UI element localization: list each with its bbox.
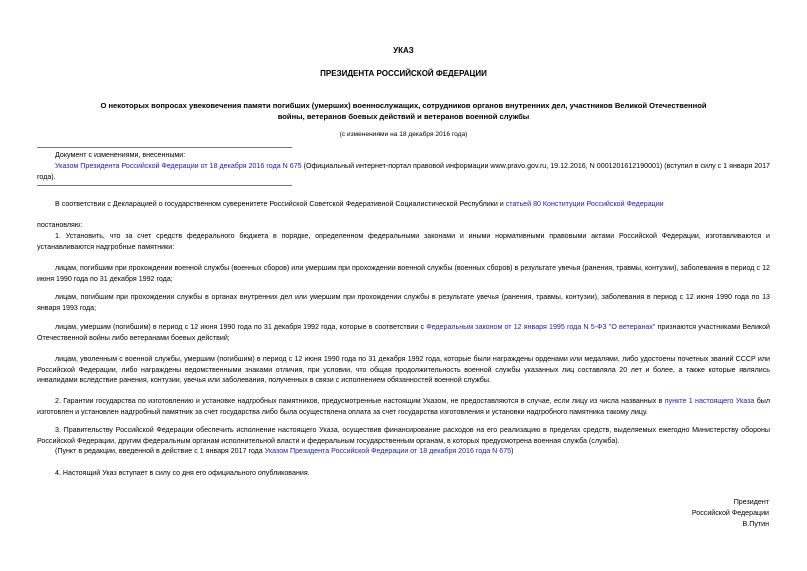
paragraph-3-note: (Пункт в редакции, введенной в действие с 1 января 2017 года Указом Президента Российской Федерации от 18 декабря 2016 года N 675) [55, 447, 514, 455]
signature-title: Президент [733, 498, 769, 506]
paragraph-2: 2. Гарантии государства по изготовлению и установке надгробных памятников, предусмотренные настоящим Указом, не предоставляются в случае, если лицу из числа названных в пункте 1 настоящего Указа был изготовлен и установлен надгробный памятник за счет государства либо была осуществлена оплата за счет государства изготовления и установки надгробного памятника такому лицу. [37, 397, 770, 416]
paragraph-1: 1. Установить, что за счет средств федерального бюджета в порядке, определенном федеральными законами и иными нормативными правовыми актами Российской Федерации, изготавливаются и устанавливаются надгробные памятники: [37, 232, 770, 251]
president-heading: ПРЕЗИДЕНТА РОССИЙСКОЙ ФЕДЕРАЦИИ [320, 69, 487, 78]
divider-top [37, 147, 292, 148]
paragraph-1a: лицам, погибшим при прохождении военной службы (военных сборов) или умершим при прохождении военной службы (военных сборов) в результате увечья (ранения, травмы, контузии), заболевания в период с 12 июня 1990 года по 31 декабря 1992 года; [37, 264, 770, 283]
decree-word: постановляю: [37, 221, 83, 229]
point-1-link[interactable]: пункте 1 настоящего Указа [664, 397, 755, 405]
paragraph-1c: лицам, умершим (погибшим) в период с 12 июня 1990 года по 31 декабря 1992 года, которые в соответствии с Федеральным законом от 12 января 1995 года N 5-ФЗ "О ветеранах" признаются участниками Великой Отечественной войны либо ветеранами боевых действий; [37, 323, 770, 342]
paragraph-1d: лицам, уволенным с военной службы, умершим (погибшим) в период с 12 июня 1990 года по 31 декабря 1992 года, которые были награждены орденами или медалями, либо удостоены почетных званий СССР или Российской Федерации, либо награждены ведомственными знаками отличия, при условии, что общая продолжительность военной службы указанных лиц составляла 20 лет и более, а также которые являлись инвалидами вследствие ранения, контузии, увечья или заболевания, полученных в связи с исполнением обязанностей военной службы. [37, 355, 770, 385]
edition-link[interactable]: Указом Президента Российской Федерации от 18 декабря 2016 года N 675 [264, 447, 512, 455]
paragraph-1b: лицам, погибшим при прохождении службы в органах внутренних дел или умершим при прохождении службы в результате увечья (ранения, травмы, контузии), заболевания в период с 12 июня 1990 года по 13 января 1993 года; [37, 293, 770, 312]
amendments-intro: Документ с изменениями, внесенными: [55, 151, 186, 159]
paragraph-3: 3. Правительству Российской Федерации обеспечить исполнение настоящего Указа, осуществив финансирование расходов на его реализацию в пределах средств, выделяемых ежегодно Министерству обороны Российской Федерации, другим федеральным органам исполнительной власти и федеральным государственным органам, в которых предусмотрена военная служба (служба). [37, 426, 770, 445]
paragraph-4: 4. Настоящий Указ вступает в силу со дня его официального опубликования. [55, 469, 310, 477]
divider-bottom [37, 185, 292, 186]
document-title-line2: войны, ветеранов боевых действий и ветеранов военной службы [277, 112, 530, 121]
signature-name: В.Путин [742, 520, 769, 528]
amended-note: (с изменениями на 18 декабря 2016 года) [339, 131, 468, 138]
accordance-paragraph: В соответствии с Декларацией о государственном суверенитете Российской Советской Федеративной Социалистической Республики и статьей 80 Конституции Российской Федерации [55, 200, 664, 208]
decree-heading: УКАЗ [393, 46, 414, 55]
document-title-line1: О некоторых вопросах увековечения памяти погибших (умерших) военнослужащих, сотрудников органов внутренних дел, участников Великой Отечественной [100, 101, 707, 110]
constitution-link[interactable]: статьей 80 Конституции Российской Федерации [505, 200, 664, 208]
signature-org: Российской Федерации [691, 509, 769, 517]
amendment-link[interactable]: Указом Президента Российской Федерации от 18 декабря 2016 года N 675 [55, 162, 302, 170]
amendments-text: Указом Президента Российской Федерации от 18 декабря 2016 года N 675 (Официальный интернет-портал правовой информации www.pravo.gov.ru, 19.12.2016, N 0001201612190001) (вступил в силу с 1 января 2017 года). [37, 162, 770, 181]
veterans-law-link[interactable]: Федеральным законом от 12 января 1995 года N 5-ФЗ "О ветеранах" [426, 323, 656, 331]
